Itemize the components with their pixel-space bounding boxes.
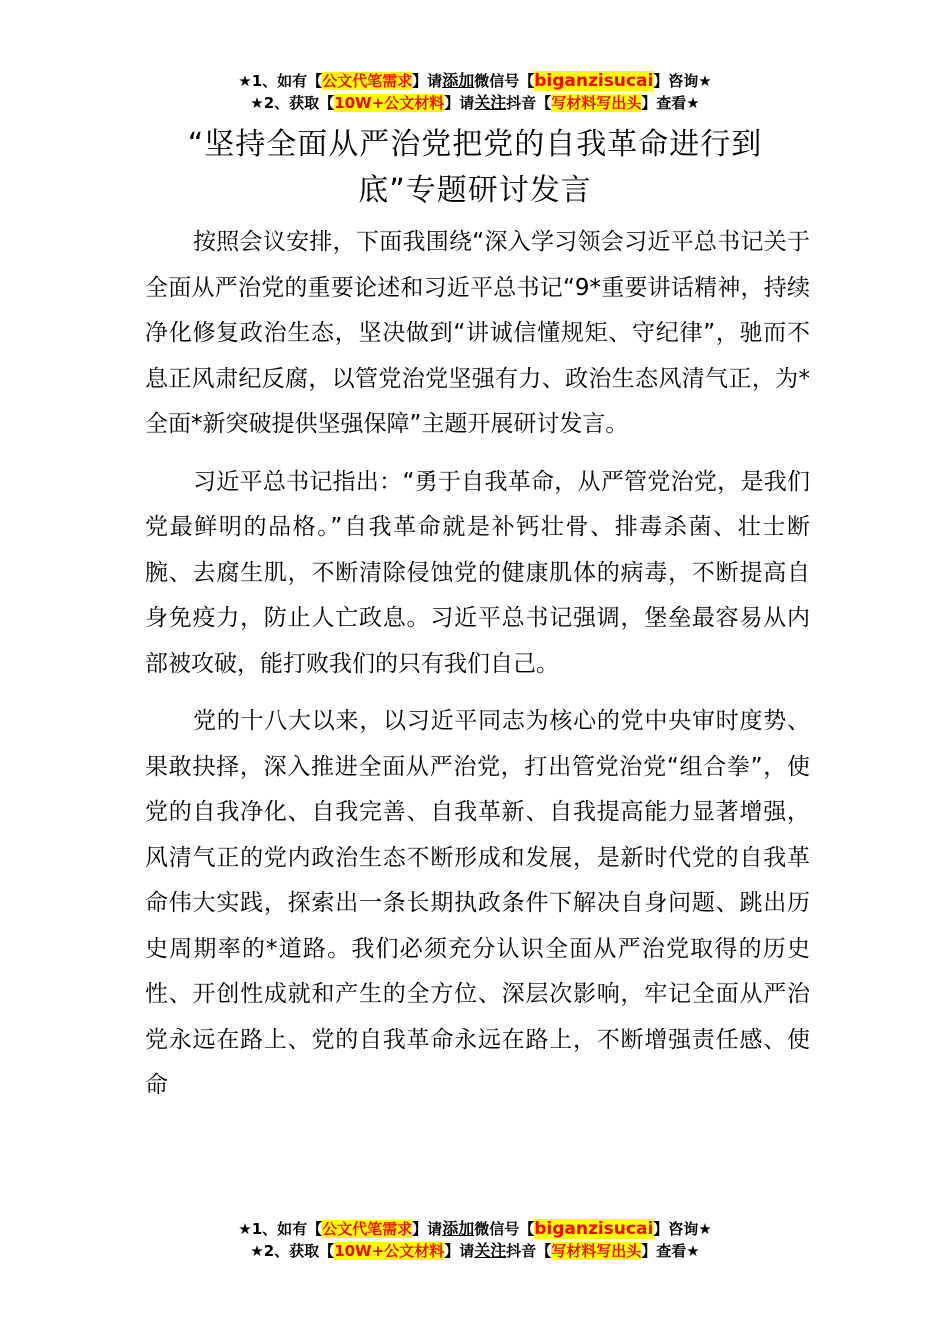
paragraph: 按照会议安排，下面我围绕“深入学习领会习近平总书记关于全面从严治党的重要论述和习近平总书记“9*重要讲话精神，持续净化修复政治生态，坚决做到“讲诚信懂规矩、守纪律”，驰而不息正风肃纪反腐，以管党治党坚强有力、政治生态风清气正，为*全面*新突破提供坚强保障”主题开展研讨发言。 [145, 229, 810, 437]
paragraph: 党的十八大以来，以习近平同志为核心的党中央审时度势、果敢抉择，深入推进全面从严治党，打出管党治党“组合拳”，使党的自我净化、自我完善、自我革新、自我提高能力显著增强，风清气正的党内政治生态不断形成和发展，是新时代党的自我革命伟大实践，探索出一条长期执政条件下解决自身问题、跳出历史周期率的*道路。我们必须充分认识全面从严治党取得的历史性、开创性成就和产生的全方位、深层次影响，牢记全面从严治党永远在路上、党的自我革命永远在路上，不断增强责任感、使命 [145, 708, 810, 1098]
highlight-douyin: 写材料写出头 [551, 1242, 642, 1260]
banner-line-1 [0, 70, 950, 92]
banner-text: 】查看★ [641, 94, 700, 112]
banner-text: 】请 [444, 1242, 475, 1260]
banner-text: ★1、如有【 [238, 72, 323, 90]
highlight-wechat-id: biganzisucai [534, 1219, 654, 1239]
underlined-text: 添加 [442, 1219, 475, 1238]
banner-text: 微信号【 [474, 1220, 535, 1238]
banner-text: 抖音【 [506, 1242, 552, 1260]
banner-text: ★1、如有【 [238, 1220, 323, 1238]
banner-text: 】咨询★ [653, 1220, 712, 1238]
banner-text: 】请 [444, 94, 475, 112]
document-body [145, 220, 810, 1121]
banner-text: 微信号【 [474, 72, 535, 90]
banner-text: 】咨询★ [653, 72, 712, 90]
title-line-2: 底”专题研讨发言 [358, 173, 592, 208]
highlight-service: 公文代笔需求 [322, 1220, 413, 1238]
highlight-wechat-id: biganzisucai [534, 71, 654, 91]
banner-text: 】查看★ [641, 1242, 700, 1260]
highlight-materials: 10W+公文材料 [334, 94, 445, 112]
document-title [150, 122, 800, 214]
banner-text: 抖音【 [506, 94, 552, 112]
title-line-1: “坚持全面从严治党把党的自我革命进行到 [187, 127, 763, 162]
banner-line-2 [0, 1240, 950, 1262]
highlight-douyin: 写材料写出头 [551, 94, 642, 112]
paragraph: 习近平总书记指出：“勇于自我革命，从严管党治党，是我们党最鲜明的品格。”自我革命就是补钙壮骨、排毒杀菌、壮士断腕、去腐生肌，不断清除侵蚀党的健康肌体的病毒，不断提高自身免疫力，防止人亡政息。习近平总书记强调，堡垒最容易从内部被攻破，能打败我们的只有我们自己。 [145, 468, 810, 677]
banner-text: ★2、获取【 [250, 1242, 335, 1260]
banner-text: 】请 [412, 72, 443, 90]
highlight-service: 公文代笔需求 [322, 72, 413, 90]
bottom-banner [0, 1218, 950, 1262]
underlined-text: 添加 [442, 71, 475, 90]
banner-text: ★2、获取【 [250, 94, 335, 112]
highlight-materials: 10W+公文材料 [334, 1242, 445, 1260]
underlined-text: 关注 [474, 93, 507, 112]
underlined-text: 关注 [474, 1241, 507, 1260]
banner-line-1 [0, 1218, 950, 1240]
top-banner [0, 70, 950, 114]
banner-line-2 [0, 92, 950, 114]
banner-text: 】请 [412, 1220, 443, 1238]
